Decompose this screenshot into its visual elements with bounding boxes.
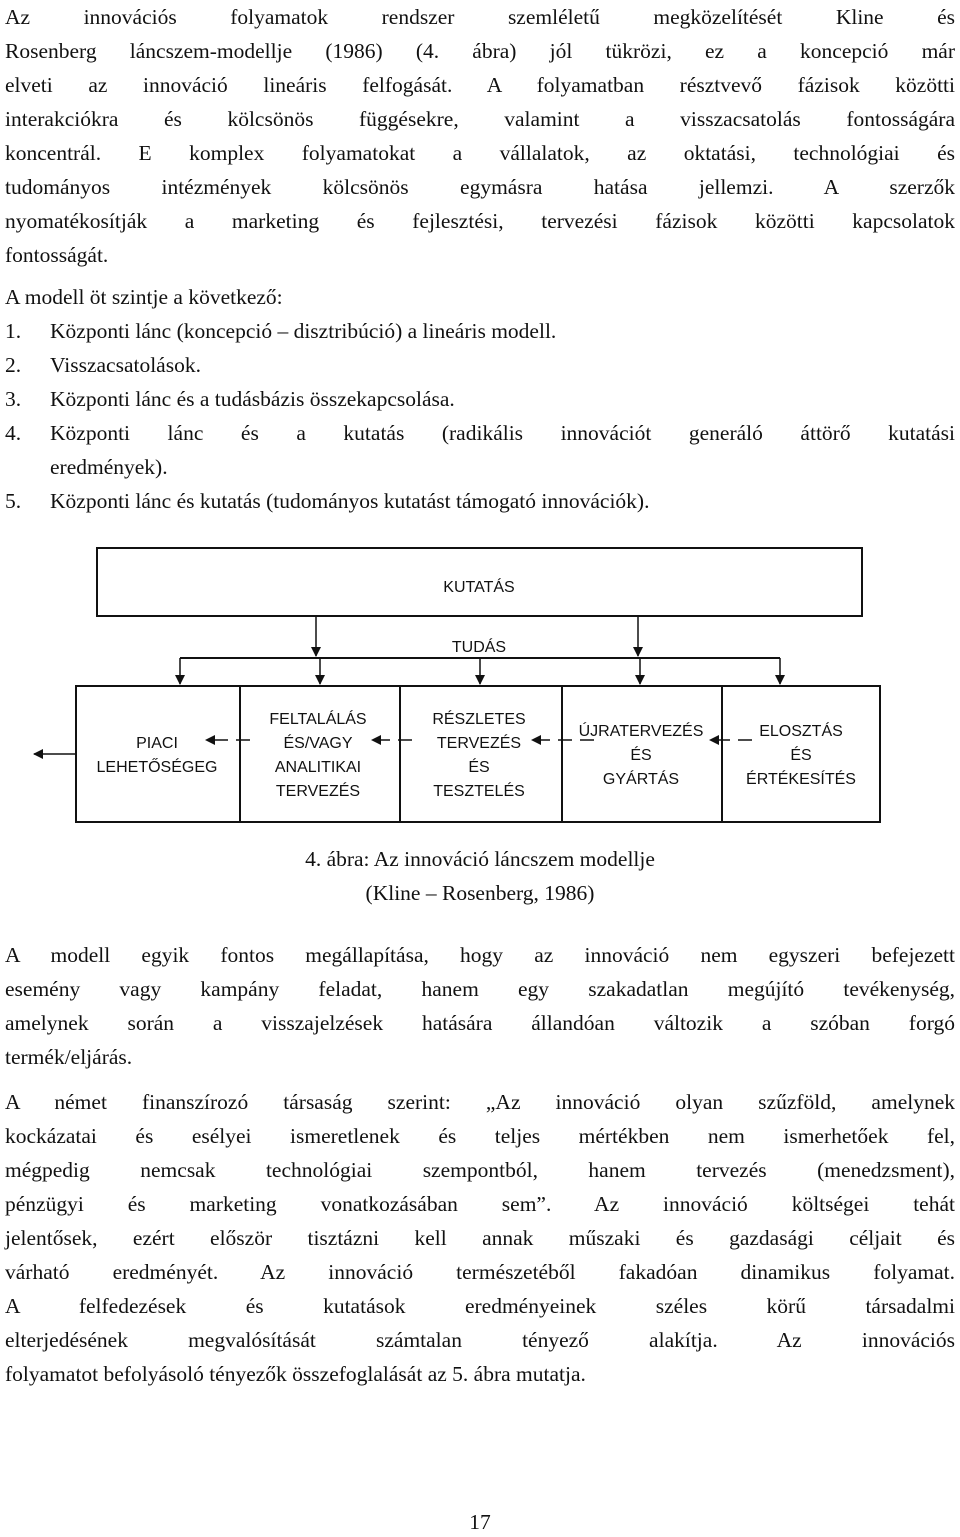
text-line: koncentrál. E komplex folyamatokat a vállalatok, az oktatási, technológiai és bbox=[5, 141, 955, 165]
caption-source: (Kline – Rosenberg, 1986) bbox=[365, 881, 595, 905]
paragraph bbox=[5, 938, 955, 1074]
text-line: várható eredményét. Az innováció természetéből fakadóan dinamikus folyamat. bbox=[5, 1260, 955, 1284]
text-line: Az innovációs folyamatok rendszer szemléletű megközelítését Kline és bbox=[5, 5, 955, 29]
text-line: pénzügyi és marketing vonatkozásában sem”. Az innováció költségei tehát bbox=[5, 1192, 955, 1216]
text-line: jelentősek, ezért először tisztázni kell annak műszaki és gazdasági céljait és bbox=[5, 1226, 955, 1250]
list-item-number: 3. bbox=[5, 387, 22, 411]
stage-label: TERVEZÉS bbox=[275, 783, 361, 800]
text-line: kockázatai és esélyei ismeretlenek és teljes mértékben nem ismerhetőek fel, bbox=[5, 1124, 955, 1148]
stage-label: TERVEZÉS bbox=[436, 735, 522, 752]
stage-label: PIACI bbox=[136, 735, 178, 752]
intro-paragraph bbox=[5, 0, 955, 272]
text-line: A felfedezések és kutatások eredményeinek széles körű társadalmi bbox=[5, 1294, 955, 1318]
list-item-number: 4. bbox=[5, 421, 22, 445]
text-line: interakciókra és kölcsönös függésekre, valamint a visszacsatolás fontosságára bbox=[5, 107, 955, 131]
text-line: A német finanszírozó társaság szerint: „Az innováció olyan szűzföld, amelynek bbox=[5, 1090, 955, 1114]
text-line: elveti az innováció lineáris felfogását. A folyamatban résztvevő fázisok közötti bbox=[5, 73, 955, 97]
stage-label: RÉSZLETES bbox=[432, 711, 526, 728]
stage-label: ÉS bbox=[630, 747, 652, 764]
text-line: folyamatot befolyásoló tényezők összefoglalását az 5. ábra mutatja. bbox=[5, 1362, 586, 1386]
stage-label: LEHETŐSÉGEG bbox=[96, 759, 218, 776]
list-item-text: Visszacsatolások. bbox=[50, 353, 201, 377]
stage-label: ÉRTÉKESÍTÉS bbox=[746, 771, 856, 788]
list-item-text: Központi lánc és a kutatás (radikális innovációt generáló áttörő kutatási bbox=[50, 421, 955, 445]
stage-label: ÚJRATERVEZÉS bbox=[578, 723, 704, 740]
list-item-text: Központi lánc (koncepció – disztribúció) a lineáris modell. bbox=[50, 319, 557, 343]
chain-link-diagram bbox=[0, 540, 960, 840]
caption-title: 4. ábra: Az innováció láncszem modellje bbox=[305, 847, 655, 871]
text-line: esemény vagy kampány feladat, hanem egy szakadatlan megújító tevékenység, bbox=[5, 977, 955, 1001]
stage-box bbox=[76, 686, 880, 822]
stage-label: ELOSZTÁS bbox=[759, 723, 843, 740]
stage-label: GYÁRTÁS bbox=[602, 771, 680, 788]
list-item bbox=[5, 484, 955, 518]
stage-label: ÉS bbox=[790, 747, 812, 764]
list-item-number: 1. bbox=[5, 319, 22, 343]
figure-caption bbox=[0, 842, 960, 910]
knowledge-label: TUDÁS bbox=[451, 639, 507, 656]
paragraph bbox=[5, 1085, 955, 1391]
text-line: A modell egyik fontos megállapítása, hogy az innováció nem egyszeri befejezett bbox=[5, 943, 955, 967]
stage-label: FELTALÁLÁS bbox=[269, 711, 367, 728]
list-item bbox=[5, 348, 955, 382]
page-number: 17 bbox=[469, 1510, 491, 1534]
text-line: termék/eljárás. bbox=[5, 1045, 133, 1069]
text-line: nyomatékosítják a marketing és fejlesztési, tervezési fázisok közötti kapcsolatok bbox=[5, 209, 955, 233]
list-item bbox=[5, 416, 955, 450]
list-item bbox=[5, 382, 955, 416]
research-label: KUTATÁS bbox=[443, 579, 515, 596]
stage-label: ÉS bbox=[468, 759, 490, 776]
text-line: Rosenberg láncszem-modellje (1986) (4. ábra) jól tükrözi, ez a koncepció már bbox=[5, 39, 955, 63]
levels-heading: A modell öt szintje a következő: bbox=[5, 285, 283, 309]
stage-label: TESZTELÉS bbox=[433, 783, 525, 800]
list-item-continuation: eredmények). bbox=[50, 455, 168, 479]
stage-label: ANALITIKAI bbox=[274, 759, 362, 776]
list-item-text: Központi lánc és a tudásbázis összekapcsolása. bbox=[50, 387, 455, 411]
list-item-text: Központi lánc és kutatás (tudományos kutatást támogató innovációk). bbox=[50, 489, 650, 513]
list-item-number: 2. bbox=[5, 353, 22, 377]
list-item-number: 5. bbox=[5, 489, 22, 513]
text-line: elterjedésének megvalósítását számtalan tényező alakítja. Az innovációs bbox=[5, 1328, 955, 1352]
stage-label: ÉS/VAGY bbox=[283, 735, 353, 752]
text-line: fontosságát. bbox=[5, 243, 109, 267]
text-line: tudományos intézmények kölcsönös egymásra hatása jellemzi. A szerzők bbox=[5, 175, 955, 199]
levels-list bbox=[5, 280, 955, 518]
text-line: mégpedig nemcsak technológiai szempontból, hanem tervezés (menedzsment), bbox=[5, 1158, 955, 1182]
list-item bbox=[5, 314, 955, 348]
text-line: amelynek során a visszajelzések hatására állandóan változik a szóban forgó bbox=[5, 1011, 955, 1035]
